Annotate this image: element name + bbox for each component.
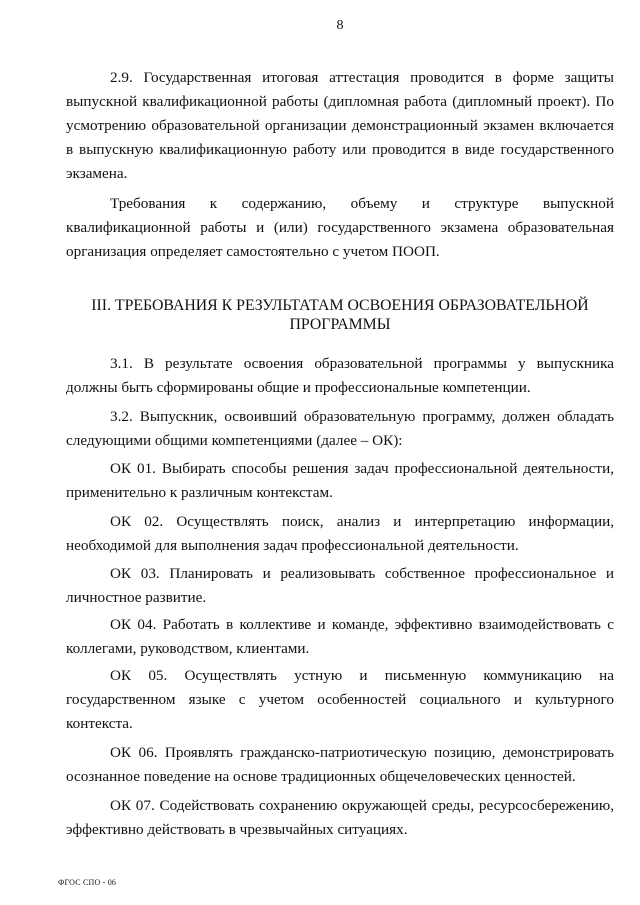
- page-number: 8: [336, 18, 344, 33]
- competency-ok-07: ОК 07. Содействовать сохранению окружающей среды, ресурсосбережению, эффективно действовать в чрезвычайных ситуациях.: [66, 797, 614, 838]
- competency-ok-06: ОК 06. Проявлять гражданско-патриотическую позицию, демонстрировать осознанное поведение на основе традиционных общечеловеческих ценностей.: [66, 744, 614, 785]
- competency-ok-04: ОК 04. Работать в коллективе и команде, эффективно взаимодействовать с коллегами, руководством, клиентами.: [66, 616, 614, 657]
- paragraph-2-9: 2.9. Государственная итоговая аттестация проводится в форме защиты выпускной квалификационной работы (дипломная работа (дипломный проект). По усмотрению образовательной организации демонстрационный экзамен включается в выпускную квалификационную работу или проводится в виде государственного экзамена.: [66, 69, 614, 182]
- competency-ok-05: ОК 05. Осуществлять устную и письменную коммуникацию на государственном языке с учетом особенностей социального и культурного контекста.: [66, 667, 614, 732]
- competency-ok-02: ОК 02. Осуществлять поиск, анализ и интерпретацию информации, необходимой для выполнения задач профессиональной деятельности.: [66, 513, 614, 554]
- paragraph-3-2: 3.2. Выпускник, освоивший образовательную программу, должен обладать следующими общими компетенциями (далее – ОК):: [66, 408, 614, 449]
- competency-ok-01: ОК 01. Выбирать способы решения задач профессиональной деятельности, применительно к различным контекстам.: [66, 460, 614, 501]
- footer-standard-code: ФГОС СПО - 06: [58, 878, 117, 887]
- competency-ok-03: ОК 03. Планировать и реализовывать собственное профессиональное и личностное развитие.: [66, 565, 614, 606]
- paragraph-3-1: 3.1. В результате освоения образовательной программы у выпускника должны быть сформированы общие и профессиональные компетенции.: [66, 355, 614, 396]
- section-heading: III. ТРЕБОВАНИЯ К РЕЗУЛЬТАТАМ ОСВОЕНИЯ ОБРАЗОВАТЕЛЬНОЙ ПРОГРАММЫ: [91, 297, 589, 333]
- paragraph-vkr-requirements: Требования к содержанию, объему и структуре выпускной квалификационной работы и (или) государственного экзамена образовательная организация определяет самостоятельно с учетом ПООП.: [66, 195, 614, 260]
